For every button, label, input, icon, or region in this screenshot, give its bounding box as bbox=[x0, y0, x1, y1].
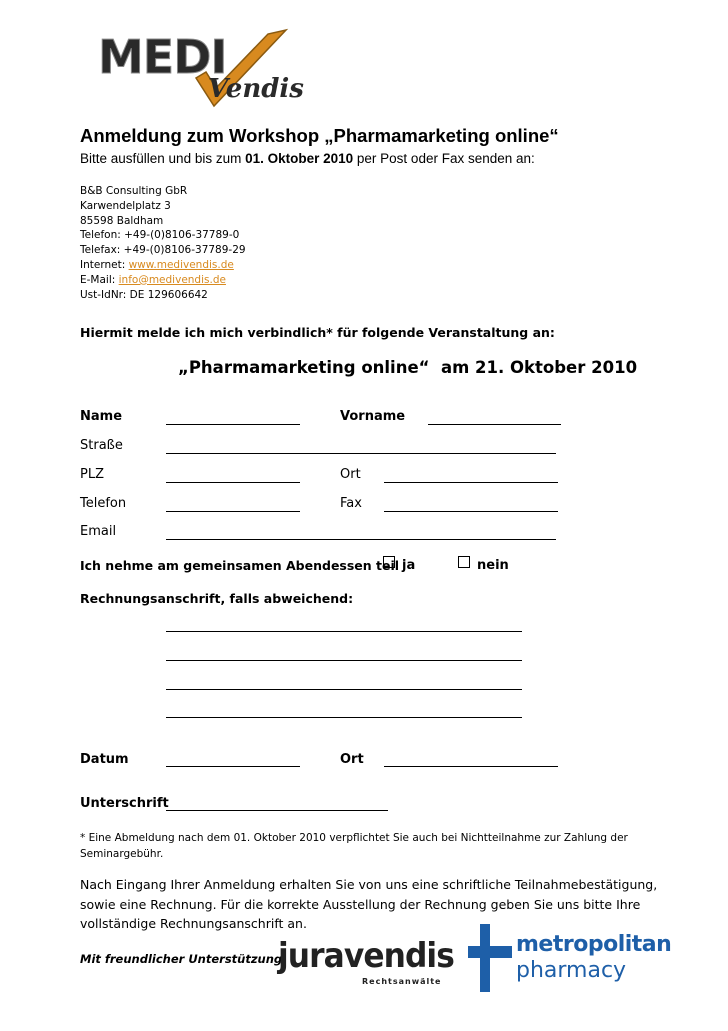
event-title: „Pharmamarketing online“ am 21. Oktober 2010 bbox=[178, 358, 638, 377]
page-title: Anmeldung zum Workshop „Pharmamarketing online“ bbox=[80, 125, 559, 146]
footnote: * Eine Abmeldung nach dem 01. Oktober 2010 verpflichtet Sie auch bei Nichtteilnahme zur Zahlung der Seminargebühr. bbox=[80, 832, 628, 860]
logo-vendis-text: Vendis bbox=[208, 74, 304, 104]
name-field[interactable] bbox=[166, 424, 300, 425]
address-internet bbox=[80, 258, 246, 273]
juravendis-sub: Rechtsanwälte bbox=[362, 977, 442, 986]
billing-label: Rechnungsanschrift, falls abweichend: bbox=[80, 591, 354, 606]
metropolitan-text: metropolitan bbox=[516, 932, 672, 957]
name-label: Name bbox=[80, 409, 123, 424]
unterschrift-field[interactable] bbox=[166, 810, 388, 811]
address-block bbox=[80, 184, 246, 302]
ort2-label: Ort bbox=[340, 752, 364, 767]
subtitle-pre: Bitte ausfüllen und bis zum bbox=[80, 151, 246, 166]
billing-line-2[interactable] bbox=[166, 660, 522, 661]
email-label: E-Mail: bbox=[80, 273, 119, 286]
vorname-label: Vorname bbox=[340, 409, 406, 424]
datum-label: Datum bbox=[80, 752, 129, 767]
subtitle-deadline: 01. Oktober 2010 bbox=[245, 151, 354, 166]
support-label: Mit freundlicher Unterstützung: bbox=[80, 952, 287, 966]
datum-field[interactable] bbox=[166, 766, 300, 767]
dinner-label: Ich nehme am gemeinsamen Abendessen teil bbox=[80, 558, 400, 573]
metropolitan-pharmacy-logo bbox=[468, 924, 672, 994]
logo-medi-text: MEDI bbox=[98, 30, 227, 84]
address-phone: Telefon: +49-(0)8106-37789-0 bbox=[80, 229, 240, 242]
email-link[interactable]: info@medivendis.de bbox=[118, 273, 226, 286]
page-subtitle bbox=[80, 151, 535, 166]
telefon-label: Telefon bbox=[80, 496, 127, 511]
email-field[interactable] bbox=[166, 539, 556, 540]
confirmation-text: Nach Eingang Ihrer Anmeldung erhalten Sie von uns eine schriftliche Teilnahmebestätigung, sowie eine Rechnung. Für die korrekte Ausstellung der Rechnung geben Sie uns bitte Ihre vollständige Rechnungsanschrift an. bbox=[80, 877, 658, 931]
pharmacy-cross-icon bbox=[468, 924, 512, 992]
internet-link[interactable]: www.medivendis.de bbox=[128, 258, 234, 271]
plz-label: PLZ bbox=[80, 467, 104, 482]
dinner-yes-checkbox[interactable] bbox=[383, 556, 395, 568]
internet-label: Internet: bbox=[80, 258, 129, 271]
email-label-form: Email bbox=[80, 524, 117, 539]
juravendis-logo bbox=[278, 936, 454, 992]
pharmacy-text: pharmacy bbox=[516, 958, 627, 983]
address-company: B&B Consulting GbR bbox=[80, 185, 188, 197]
juravendis-name: juravendis bbox=[278, 936, 454, 976]
ort2-field[interactable] bbox=[384, 766, 558, 767]
intro-text: Hiermit melde ich mich verbindlich* für folgende Veranstaltung an: bbox=[80, 325, 555, 340]
plz-field[interactable] bbox=[166, 482, 300, 483]
address-vat: Ust-IdNr: DE 129606642 bbox=[80, 288, 208, 301]
subtitle-post: per Post oder Fax senden an: bbox=[353, 151, 535, 166]
address-street: Karwendelplatz 3 bbox=[80, 199, 171, 212]
ort-label: Ort bbox=[340, 467, 361, 482]
billing-line-3[interactable] bbox=[166, 689, 522, 690]
unterschrift-label: Unterschrift bbox=[80, 796, 169, 811]
address-email bbox=[80, 273, 246, 288]
strasse-field[interactable] bbox=[166, 453, 556, 454]
billing-line-1[interactable] bbox=[166, 631, 522, 632]
dinner-no-checkbox[interactable] bbox=[458, 556, 470, 568]
fax-label: Fax bbox=[340, 496, 362, 511]
dinner-yes-label: ja bbox=[402, 558, 416, 573]
address-city: 85598 Baldham bbox=[80, 214, 164, 227]
ort-field[interactable] bbox=[384, 482, 558, 483]
billing-line-4[interactable] bbox=[166, 717, 522, 718]
dinner-no-label: nein bbox=[477, 558, 509, 573]
telefon-field[interactable] bbox=[166, 511, 300, 512]
vorname-field[interactable] bbox=[428, 424, 561, 425]
fax-field[interactable] bbox=[384, 511, 558, 512]
strasse-label: Straße bbox=[80, 438, 123, 453]
address-fax: Telefax: +49-(0)8106-37789-29 bbox=[80, 244, 246, 257]
medivendis-logo bbox=[96, 26, 306, 112]
